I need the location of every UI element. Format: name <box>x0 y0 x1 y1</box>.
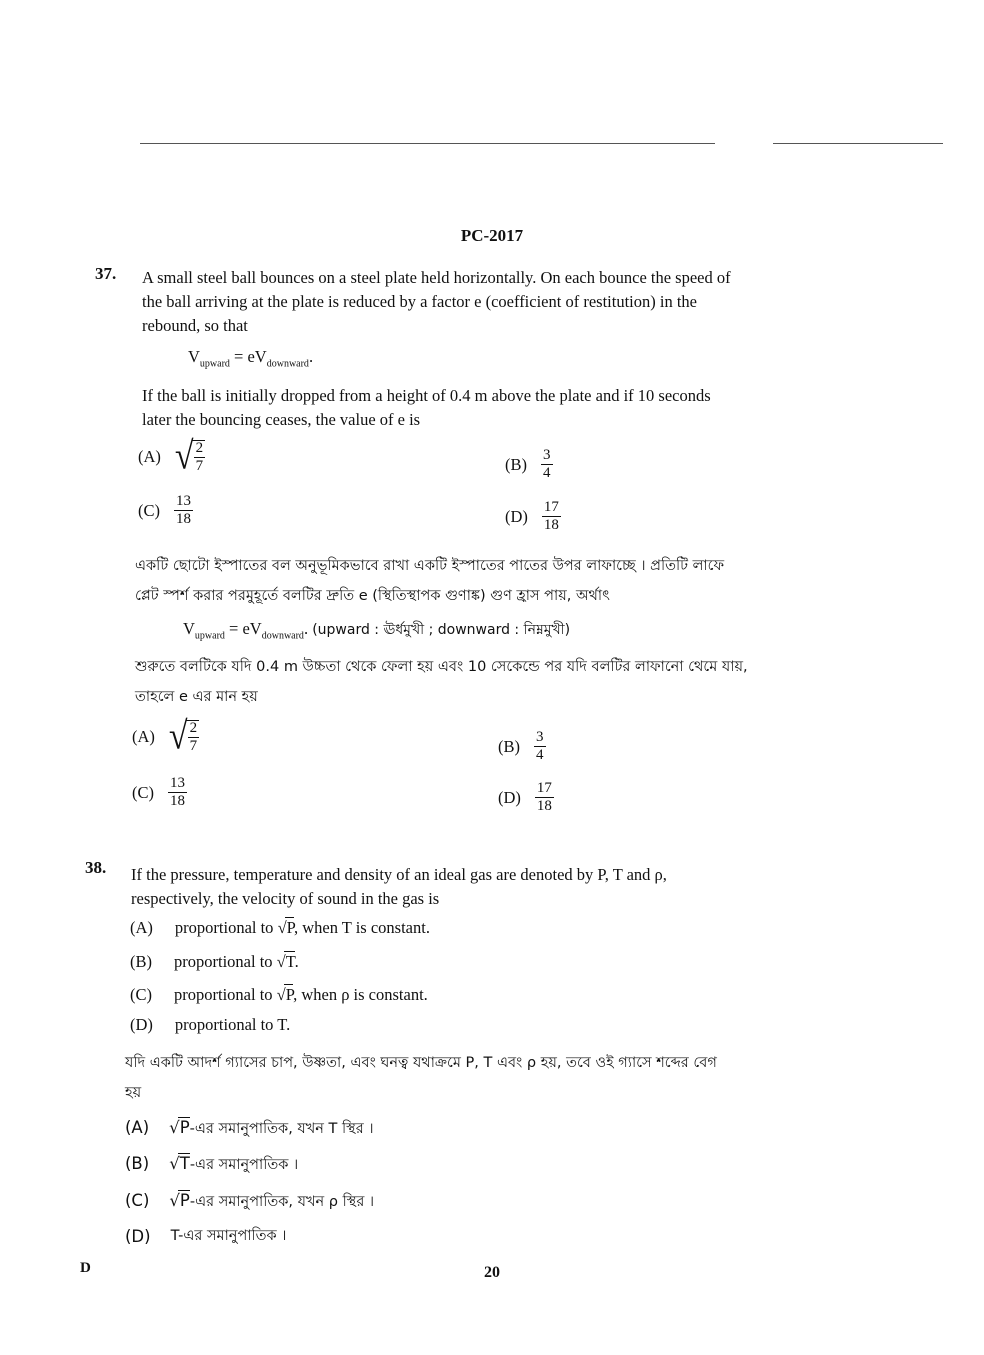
q37-option-c: (C) $\frac{13}{18}$ <box>138 493 191 527</box>
header-rule-left <box>140 143 715 144</box>
q37-text-continued <box>142 384 842 432</box>
question-37-text <box>142 266 842 338</box>
q38-bn-option-b: (B) √T-এর সমানুপাতিক । <box>125 1154 299 1173</box>
page-number: 20 <box>484 1264 500 1281</box>
sqrt-symbol: √ <box>276 985 286 1004</box>
q38-bn-option-d: (D) T-এর সমানুপাতিক । <box>125 1227 287 1246</box>
q38-option-d: (D) proportional to T. <box>130 1015 291 1034</box>
q37-bn-option-b: (B) $\frac{3}{4}$ <box>498 729 544 763</box>
q38-bn-option-a: (A) √P-এর সমানুপাতিক, যখন T স্থির । <box>125 1118 374 1137</box>
q37-line3: rebound, so that <box>142 316 248 335</box>
q37-option-a: (A) √ $\frac{2}{7}$ <box>138 435 204 478</box>
set-letter: D <box>80 1260 91 1276</box>
header-rule-right <box>773 143 943 144</box>
q38-bn-option-c: (C) √P-এর সমানুপাতিক, যখন ρ স্থির । <box>125 1191 375 1210</box>
sqrt-symbol: √ <box>169 1191 180 1210</box>
q37-bengali-formula: $V_{upward} = eV_{downward}$. (upward : ঊর্ধমুখী ; downward : নিম্নমুখী) <box>183 619 571 642</box>
q37-bengali-text: একটি ছোটো ইস্পাতের বল অনুভূমিকভাবে রাখা একটি ইস্পাতের পাতের উপর লাফাচ্ছে । প্রতিটি লাফে প্লেট স্পর্শ করার পরমুহূর্তে বলটির দ্রুতি e (স্থিতিস্থাপক গুণাঙ্ক) গুণ হ্রাস পায়, অর্থাৎ <box>135 558 725 604</box>
q37-line1: A small steel ball bounces on a steel plate held horizontally. On each bounce the speed of <box>142 268 731 287</box>
question-38-number: 38. <box>85 858 107 877</box>
sqrt-symbol: √ <box>277 918 287 937</box>
sqrt-symbol: √ <box>276 952 286 971</box>
sqrt-symbol: √ $\frac{2}{7}$ <box>168 715 198 758</box>
q37-bn-option-d: (D) $\frac{17}{18}$ <box>498 780 552 814</box>
q38-bengali-text: যদি একটি আদর্শ গ্যাসের চাপ, উষ্ণতা, এবং ঘনত্ব যথাক্রমে P, T এবং ρ হয়, তবে ওই গ্যাসে শব্দের বেগ হয় <box>125 1055 717 1101</box>
q37-option-b: (B) $\frac{3}{4}$ <box>505 447 551 481</box>
q37-line2: the ball arriving at the plate is reduced by a factor e (coefficient of restitution) in the <box>142 292 697 311</box>
question-37-number: 37. <box>95 264 117 283</box>
q37-bengali-text-2: শুরুতে বলটিকে যদি 0.4 m উচ্চতা থেকে ফেলা হয় এবং 10 সেকেন্ডে পর যদি বলটির লাফানো থেমে যায়, তাহলে e এর মান হয় <box>135 659 748 705</box>
q38-option-a: (A) proportional to √P, when T is constant. <box>130 918 430 937</box>
q37-option-d: (D) $\frac{17}{18}$ <box>505 499 559 533</box>
q37-line4: If the ball is initially dropped from a height of 0.4 m above the plate and if 10 seconds <box>142 386 711 405</box>
paper-code: PC-2017 <box>460 226 524 245</box>
sqrt-symbol: √ $\frac{2}{7}$ <box>174 435 204 478</box>
q38-option-c: (C) proportional to √P, when ρ is constant. <box>130 985 428 1004</box>
sqrt-symbol: √ <box>169 1118 180 1137</box>
q37-bn-option-a: (A) √ $\frac{2}{7}$ <box>132 715 198 758</box>
q38-option-b: (B) proportional to √T. <box>130 952 299 971</box>
question-38-text: If the pressure, temperature and density of an ideal gas are denoted by P, T and ρ, respectively, the velocity of sound in the gas is <box>131 865 667 908</box>
sqrt-symbol: √ <box>169 1154 180 1173</box>
q37-formula: $V_{upward} = eV_{downward}$. <box>188 347 314 370</box>
q37-bn-option-c: (C) $\frac{13}{18}$ <box>132 775 185 809</box>
q37-line5: later the bouncing ceases, the value of e is <box>142 410 421 429</box>
